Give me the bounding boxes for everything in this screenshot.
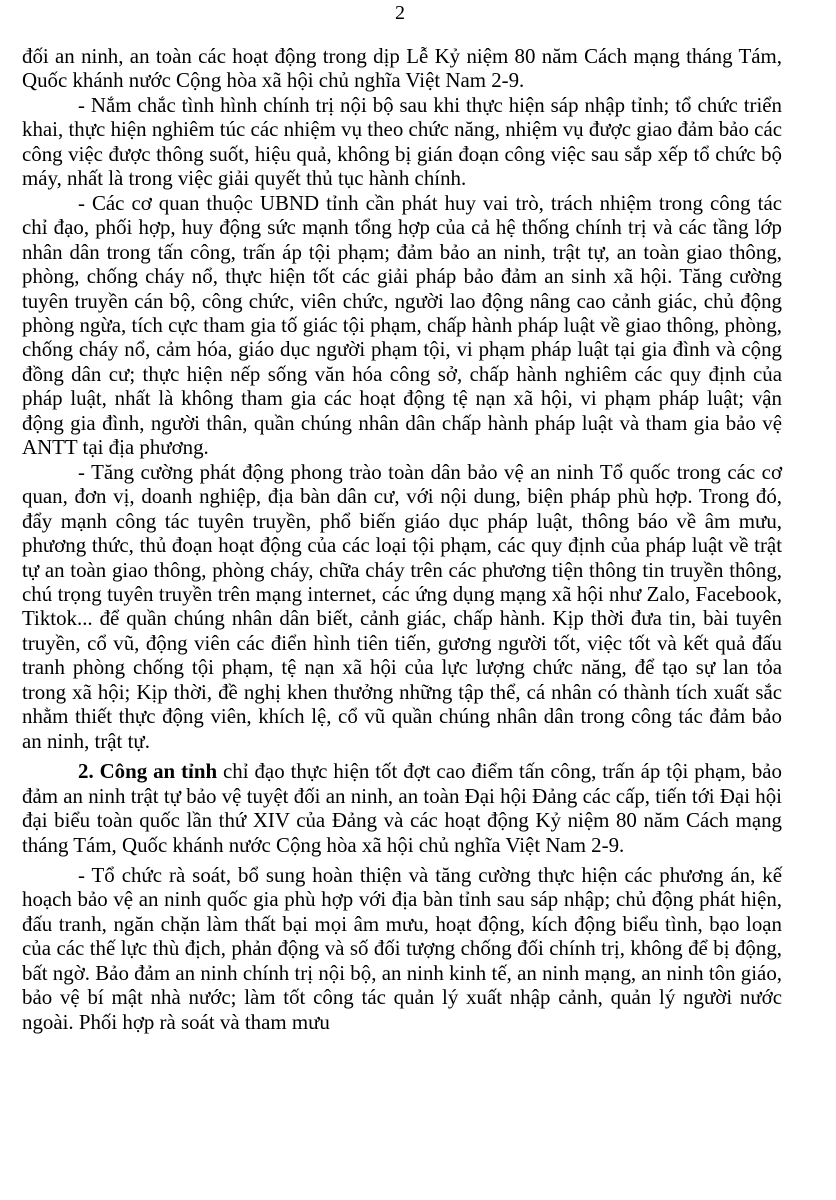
document-body [22,44,782,1034]
paragraph-provincial-police [22,759,782,857]
paragraph-internal-politics: - Nắm chắc tình hình chính trị nội bộ sau khi thực hiện sáp nhập tỉnh; tổ chức triển khai, thực hiện nghiêm túc các nhiệm vụ theo chức năng, nhiệm vụ được giao đảm bảo các công việc được thông suốt, hiệu quả, không bị gián đoạn công việc sau sắp xếp tổ chức bộ máy, nhất là trong việc giải quyết thủ tục hành chính. [22,92,782,191]
paragraph-review-plans: - Tổ chức rà soát, bổ sung hoàn thiện và tăng cường thực hiện các phương án, kế hoạch bảo vệ an ninh quốc gia phù hợp với địa bàn tỉnh sau sáp nhập; chủ động phát hiện, đấu tranh, ngăn chặn làm thất bại mọi âm mưu, hoạt động, kích động biểu tình, bạo loạn của các thế lực thù địch, phản động và số đối tượng chống đối chính trị, không để bị động, bất ngờ. Bảo đảm an ninh chính trị nội bộ, an ninh kinh tế, an ninh mạng, an ninh tôn giáo, bảo vệ bí mật nhà nước; làm tốt công tác quản lý xuất nhập cảnh, quản lý người nước ngoài. Phối hợp rà soát và tham mưu [22,862,782,1034]
section-heading: 2. Công an tỉnh [78,759,218,784]
page-number: 2 [395,2,405,24]
section-body: chỉ đạo thực hiện tốt đợt cao điểm tấn công, trấn áp tội phạm, bảo đảm an ninh trật tự bảo vệ tuyệt đối an ninh, an toàn Đại hội Đảng các cấp, tiến tới Đại hội đại biểu toàn quốc lần thứ XIV của Đảng và các hoạt động Kỷ niệm 80 năm Cách mạng tháng Tám, Quốc khánh nước Cộng hòa xã hội chủ nghĩa Việt Nam 2-9. [22,759,782,857]
paragraph-provincial-agencies: - Các cơ quan thuộc UBND tỉnh cần phát huy vai trò, trách nhiệm trong công tác chỉ đạo, phối hợp, huy động sức mạnh tổng hợp của cả hệ thống chính trị và các tầng lớp nhân dân trong tấn công, trấn áp tội phạm; đảm bảo an ninh, trật tự, an toàn giao thông, phòng, chống cháy nổ, thực hiện tốt các giải pháp bảo đảm an sinh xã hội. Tăng cường tuyên truyền cán bộ, công chức, viên chức, người lao động nâng cao cảnh giác, chủ động phòng ngừa, tích cực tham gia tố giác tội phạm, chấp hành pháp luật về giao thông, phòng, chống cháy nổ, cảm hóa, giáo dục người phạm tội, vi phạm pháp luật tại gia đình và cộng đồng dân cư; thực hiện nếp sống văn hóa công sở, chấp hành nghiêm các quy định của pháp luật, nhất là không tham gia các hoạt động tệ nạn xã hội, vi phạm pháp luật; vận động gia đình, người thân, quần chúng nhân dân chấp hành pháp luật và tham gia bảo vệ ANTT tại địa phương. [22,190,782,460]
paragraph-continued: đối an ninh, an toàn các hoạt động trong dịp Lễ Kỷ niệm 80 năm Cách mạng tháng Tám, Quốc khánh nước Cộng hòa xã hội chủ nghĩa Việt Nam 2-9. [22,44,782,93]
paragraph-security-movement: - Tăng cường phát động phong trào toàn dân bảo vệ an ninh Tổ quốc trong các cơ quan, đơn vị, doanh nghiệp, địa bàn dân cư, với nội dung, biện pháp phù hợp. Trong đó, đẩy mạnh công tác tuyên truyền, phổ biến giáo dục pháp luật, thông báo về âm mưu, phương thức, thủ đoạn hoạt động của các loại tội phạm, các quy định của pháp luật về trật tự an toàn giao thông, phòng cháy, chữa cháy trên các phương tiện thông tin truyền thông, chú trọng tuyên truyền trên mạng internet, các ứng dụng mạng xã hội như Zalo, Facebook, Tiktok... để quần chúng nhân dân biết, cảnh giác, chấp hành. Kịp thời đưa tin, bài tuyên truyền, cổ vũ, động viên các điển hình tiên tiến, gương người tốt, việc tốt và kết quả đấu tranh phòng chống tội phạm, tệ nạn xã hội của lực lượng chức năng, để tạo sự lan tỏa trong xã hội; Kịp thời, đề nghị khen thưởng những tập thể, cá nhân có thành tích xuất sắc nhằm thiết thực động viên, khích lệ, cổ vũ quần chúng nhân dân trong công tác đảm bảo an ninh, trật tự. [22,459,782,753]
